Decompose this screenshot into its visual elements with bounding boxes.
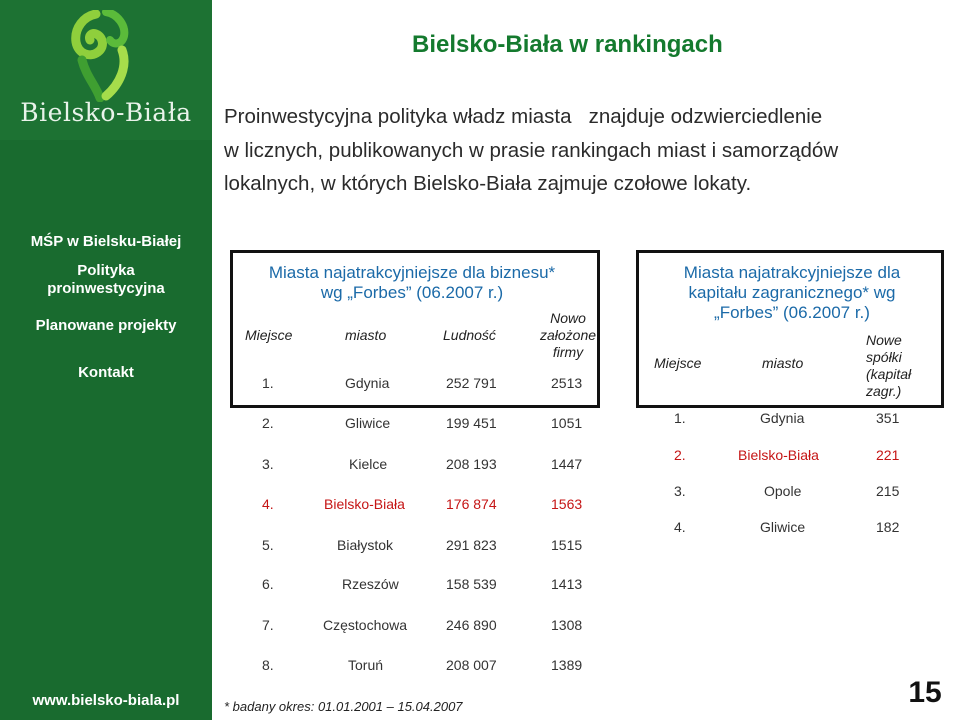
nav-item-polityka-line2: proinwestycyjna bbox=[47, 280, 165, 297]
cell-place: 4. bbox=[674, 519, 686, 535]
table-business-title bbox=[247, 263, 577, 303]
cell-place: 2. bbox=[674, 447, 686, 463]
header-nowe-firmy bbox=[533, 310, 603, 361]
city-emblem-icon bbox=[62, 10, 142, 102]
header-line: założone bbox=[539, 327, 597, 343]
cell-city: Kielce bbox=[349, 456, 388, 472]
intro-line: w licznych, publikowanych w prasie rankingach miast i samorządów bbox=[224, 138, 839, 162]
cell-place: 1. bbox=[262, 375, 274, 391]
table-title-line: kapitału zagranicznego* wg bbox=[688, 283, 896, 302]
cell-city: Toruń bbox=[348, 657, 384, 673]
cell-pop: 252 791 bbox=[446, 375, 497, 391]
header-line: (kapitał bbox=[866, 366, 912, 382]
header-line: Nowo bbox=[550, 310, 586, 326]
cell-pop: 208 007 bbox=[446, 657, 497, 673]
cell-firms: 1413 bbox=[551, 576, 583, 592]
cell-city: Gliwice bbox=[345, 415, 391, 431]
page-title: Bielsko-Biała w rankingach bbox=[412, 31, 723, 58]
cell-firms: 1051 bbox=[551, 415, 583, 431]
cell-firms: 1389 bbox=[551, 657, 583, 673]
table-title-line: Miasta najatrakcyjniejsze dla bbox=[683, 263, 901, 282]
header-miejsce: Miejsce bbox=[245, 327, 293, 343]
cell-city: Gliwice bbox=[760, 519, 806, 535]
header-line: spółki bbox=[866, 349, 902, 365]
header-line: firmy bbox=[552, 344, 584, 360]
cell-city: Gdynia bbox=[345, 375, 390, 391]
header-miasto: miasto bbox=[345, 327, 387, 343]
table-foreign-capital-title bbox=[645, 263, 939, 323]
cell-firms: 1308 bbox=[551, 617, 583, 633]
nav-item-msp[interactable]: MŚP w Bielsku-Białej bbox=[30, 233, 182, 250]
cell-city: Białystok bbox=[337, 537, 394, 553]
cell-firms: 1563 bbox=[551, 496, 583, 512]
header-miasto: miasto bbox=[762, 355, 804, 371]
cell-pop: 176 874 bbox=[446, 496, 497, 512]
header-nowe-spolki bbox=[866, 332, 911, 400]
cell-place: 5. bbox=[262, 537, 274, 553]
page-number: 15 bbox=[900, 672, 950, 714]
logo[interactable] bbox=[0, 0, 212, 140]
cell-firms: 2513 bbox=[551, 375, 583, 391]
cell-place: 6. bbox=[262, 576, 274, 592]
intro-text bbox=[224, 100, 950, 201]
header-miejsce: Miejsce bbox=[654, 355, 702, 371]
cell-count: 221 bbox=[876, 447, 900, 463]
sidebar bbox=[0, 0, 212, 720]
cell-pop: 246 890 bbox=[446, 617, 497, 633]
logo-text: Bielsko-Biała bbox=[20, 98, 192, 127]
nav-item-polityka[interactable] bbox=[0, 262, 212, 298]
cell-city: Bielsko-Biała bbox=[738, 447, 819, 463]
cell-pop: 158 539 bbox=[446, 576, 497, 592]
cell-place: 3. bbox=[262, 456, 274, 472]
table-title-line: Miasta najatrakcyjniejsze dla biznesu* bbox=[268, 263, 556, 282]
cell-place: 2. bbox=[262, 415, 274, 431]
nav-item-polityka-line1: Polityka bbox=[77, 262, 135, 279]
cell-count: 351 bbox=[876, 410, 900, 426]
site-url-link[interactable]: www.bielsko-biala.pl bbox=[32, 692, 180, 709]
cell-firms: 1515 bbox=[551, 537, 583, 553]
cell-place: 7. bbox=[262, 617, 274, 633]
cell-city: Częstochowa bbox=[323, 617, 408, 633]
cell-pop: 291 823 bbox=[446, 537, 497, 553]
cell-city: Gdynia bbox=[760, 410, 805, 426]
cell-place: 8. bbox=[262, 657, 274, 673]
table-title-line: „Forbes” (06.2007 r.) bbox=[714, 303, 870, 322]
header-line: Nowe bbox=[866, 332, 902, 348]
cell-place: 1. bbox=[674, 410, 686, 426]
cell-city: Rzeszów bbox=[342, 576, 399, 592]
nav-item-projekty[interactable]: Planowane projekty bbox=[35, 317, 177, 334]
cell-place: 3. bbox=[674, 483, 686, 499]
cell-pop: 208 193 bbox=[446, 456, 497, 472]
cell-pop: 199 451 bbox=[446, 415, 497, 431]
cell-city: Opole bbox=[764, 483, 802, 499]
cell-count: 182 bbox=[876, 519, 900, 535]
cell-firms: 1447 bbox=[551, 456, 583, 472]
cell-city: Bielsko-Biała bbox=[324, 496, 405, 512]
cell-place: 4. bbox=[262, 496, 274, 512]
cell-count: 215 bbox=[876, 483, 900, 499]
footnote: * badany okres: 01.01.2001 – 15.04.2007 bbox=[224, 699, 463, 714]
intro-line: Proinwestycyjna polityka władz miasta znajduje odzwierciedlenie bbox=[224, 105, 823, 128]
nav-item-kontakt[interactable]: Kontakt bbox=[78, 364, 134, 381]
header-ludnosc: Ludność bbox=[443, 327, 496, 343]
header-line: zagr.) bbox=[866, 383, 902, 399]
intro-line: lokalnych, w których Bielsko-Biała zajmuje czołowe lokaty. bbox=[224, 172, 752, 195]
table-title-line: wg „Forbes” (06.2007 r.) bbox=[320, 283, 504, 302]
